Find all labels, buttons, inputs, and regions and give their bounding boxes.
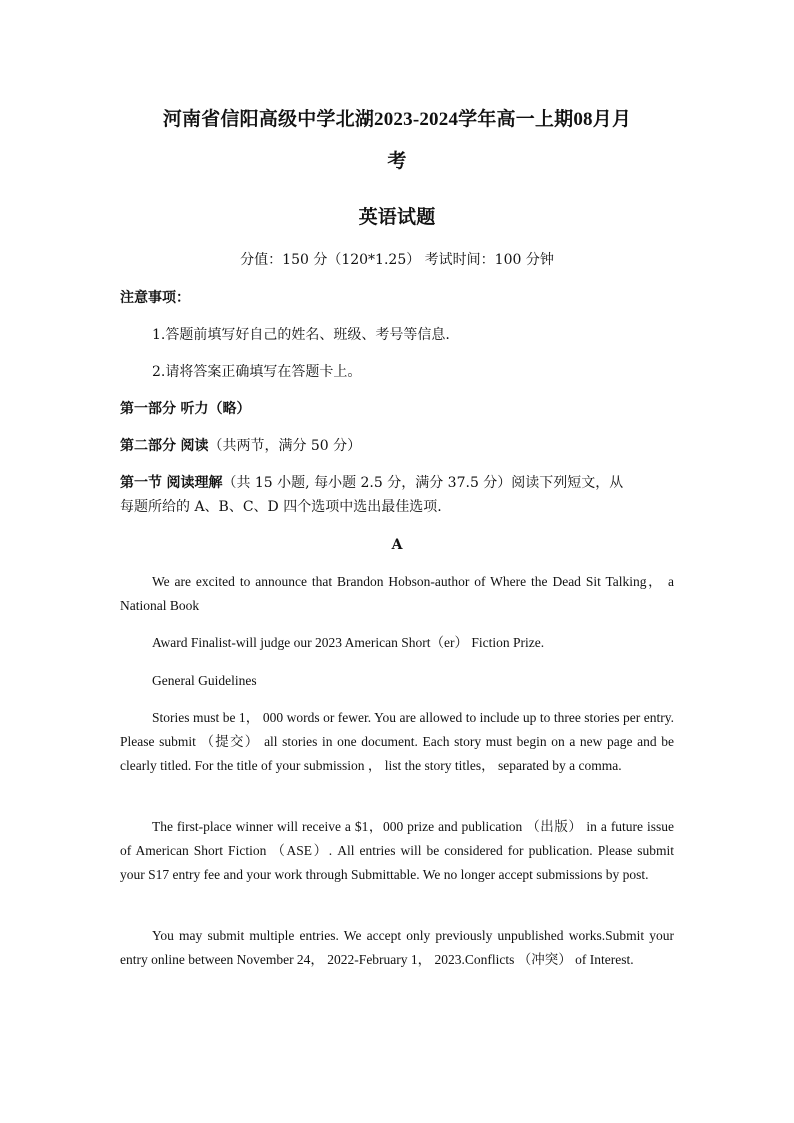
part2-note: （共两节，满分 50 分） xyxy=(208,438,362,454)
section1-note-line2: 每题所给的 A、B、C、D 四个选项中选出最佳选项. xyxy=(120,499,442,515)
section1-note: （共 15 小题, 每小题 2.5 分，满分 37.5 分）阅读下列短文，从 xyxy=(222,475,624,491)
section1-heading xyxy=(120,471,674,495)
passage-paragraph-3: General Guidelines xyxy=(152,673,257,688)
part2-title: 阅读 xyxy=(180,438,209,454)
passage-paragraph-1: We are excited to announce that Brandon Hobson-author of Where the Dead Sit Talking， a National Book xyxy=(120,574,674,613)
passage-paragraph-4: Stories must be 1， 000 words or fewer. You are allowed to include up to three stories per entry. Please submit （提交） all stories in one document. Each story must begin on a new page and be clearly titled. For the title of your submission ， list the story titles， separated by a comma. xyxy=(120,710,674,773)
score-info: 分值：150 分（120*1.25） 考试时间：100 分钟 xyxy=(240,252,554,268)
part1-label: 第一部分 xyxy=(120,401,176,417)
passage-paragraph-6: You may submit multiple entries. We accept only previously unpublished works.Submit your entry online between November 24， 2022-February 1， 2023.Conflicts （冲突） of Interest. xyxy=(120,928,674,967)
part1-title: 听力（略） xyxy=(180,401,251,417)
part1-heading xyxy=(120,397,674,421)
passage-letter: A xyxy=(391,537,403,553)
subject-title: 英语试题 xyxy=(358,207,436,228)
passage-paragraph-5: The first-place winner will receive a $1，000 prize and publication （出版） in a future issue of American Short Fiction （ASE）. All entries will be considered for publication. Please submit your S17 entry fee and your work through Submittable. We no longer accept submissions by post. xyxy=(120,819,674,882)
part2-label: 第二部分 xyxy=(120,438,176,454)
notice-item-1: 1.答题前填写好自己的姓名、班级、考号等信息. xyxy=(152,327,450,343)
notice-heading: 注意事项： xyxy=(120,290,190,306)
section1-label: 第一节 xyxy=(120,475,162,491)
exam-title-line1: 河南省信阳高级中学北湖2023-2024学年高一上期08月月 xyxy=(162,109,632,130)
passage-paragraph-2: Award Finalist-will judge our 2023 American Short（er） Fiction Prize. xyxy=(152,635,545,650)
exam-title-line2: 考 xyxy=(387,151,407,172)
notice-item-2: 2.请将答案正确填写在答题卡上。 xyxy=(152,364,362,380)
part2-heading xyxy=(120,434,674,458)
section1-title: 阅读理解 xyxy=(166,475,223,491)
